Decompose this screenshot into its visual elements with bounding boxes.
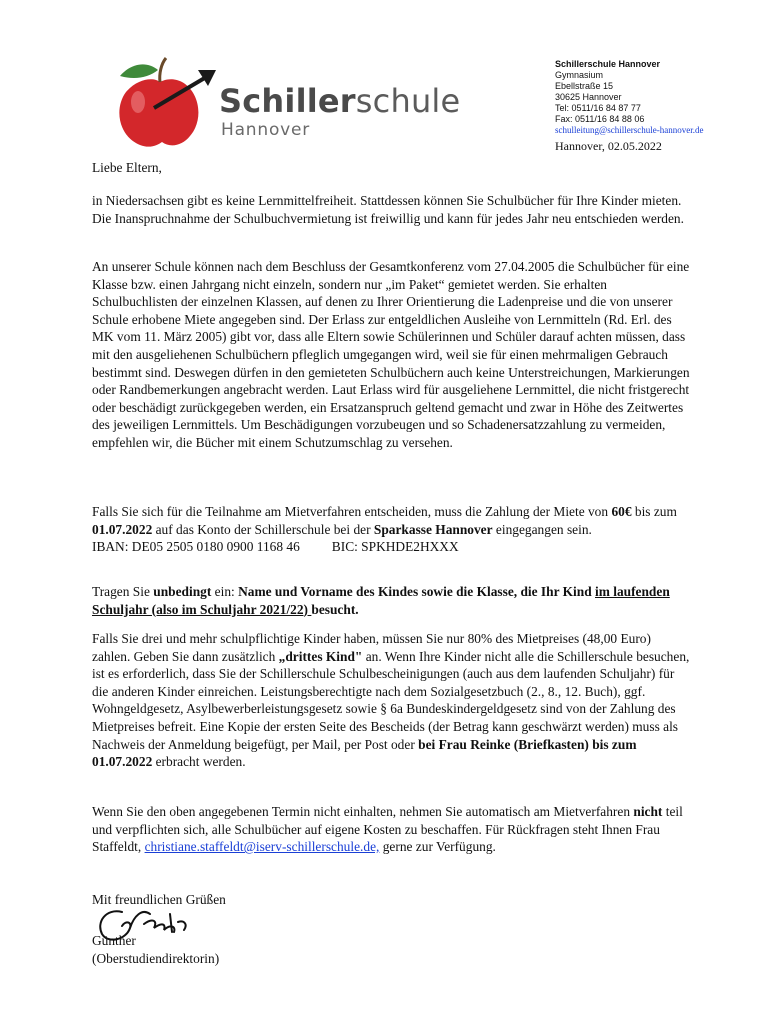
staffeldt-email-link[interactable]: christiane.staffeldt@iserv-schillerschule.de, xyxy=(144,839,380,855)
paragraph-6: Wenn Sie den oben angegebenen Termin nicht einhalten, nehmen Sie automatisch am Mietverfahren nicht teil und verpflichten sich, alle Schulbücher auf eigene Kosten zu beschaffen. Für Rückfragen steht Ihnen Frau Staffeldt, christiane.staffeldt@iserv-schillerschule.de, gerne zur Verfügung. xyxy=(92,804,683,855)
school-logo xyxy=(112,50,462,150)
paragraph-4: Tragen Sie unbedingt ein: Name und Vorname des Kindes sowie die Klasse, die Ihr Kind im laufenden Schuljahr (also im Schuljahr 2021/22) besucht. xyxy=(92,584,670,617)
paragraph-1: in Niedersachsen gibt es keine Lernmittelfreiheit. Stattdessen können Sie Schulbücher für Ihre Kinder mieten. Die Inanspruchnahme der Schulbuchvermietung ist freiwillig und kann für jedes Jahr neu entschieden werden. xyxy=(92,193,684,226)
signer-name: Günther xyxy=(92,933,136,948)
paragraph-5: Falls Sie drei und mehr schulpflichtige Kinder haben, müssen Sie nur 80% des Mietpreises (48,00 Euro) zahlen. Geben Sie dann zusätzlich „drittes Kind" an. Wenn Ihre Kinder nicht alle die Schillerschule besuchen, ist es erforderlich, dass Sie der Schillerschule Schulbescheinigungen (auch aus dem laufenden Schuljahr) für die anderen Kinder einreichen. Leistungsberechtigte nach dem Sozialgesetzbuch (2., 8., 12. Buch), ggf. Wohngeldgesetz, Asylbewerberleistungsgesetz sowie § 6a Bundeskindergeldgesetz sind von der Zahlung des Mietpreises befreit. Eine Kopie der ersten Seite des Bescheids (der Betrag kann geschwärzt werden) muss als Nachweis der Anmeldung beigefügt, per Mail, per Post oder bei Frau Reinke (Briefkasten) bis zum 01.07.2022 erbracht werden. xyxy=(92,631,690,770)
paragraph-2: An unserer Schule können nach dem Beschluss der Gesamtkonferenz vom 27.04.2005 die Schulbücher für eine Klasse bzw. einen Jahrgang nicht einzeln, sondern nur „im Paket“ gemietet werden. Sie erhalten Schulbuchlisten der einzelnen Klassen, auf denen zu Ihrer Orientierung die Ladenpreise und die von unserer Schule erhobene Miete angegeben sind. Der Erlass zur entgeldlichen Ausleihe von Lernmitteln (Rd. Erl. des MK vom 11. März 2005) gibt vor, dass alle Eltern sowie Schülerinnen und Schüler darauf achten müssen, dass mit den ausgeliehenen Schulbüchern pfleglich umgegangen wird, weil sie für einen mehrmaligen Gebrauch bestimmt sind. Deswegen dürfen in den gemieteten Schulbüchern auch keine Unterstreichungen, Markierungen oder Randbemerkungen angebracht werden. Laut Erlass wird für ausgeliehene Lernmittel, die nicht fristgerecht oder beschädigt zurückgegeben werden, ein Ersatzanspruch geltend gemacht und zwar in Höhe des Zeitwertes des jeweiligen Lernmittels. Um Beschädigungen vorzubeugen und so Schadenersatzzahlung zu vermeiden, empfehlen wir, die Bücher mit einem Schutzumschlag zu versehen. xyxy=(92,259,690,450)
logo-city: Hannover xyxy=(221,120,311,140)
fax-line: Fax: 0511/16 84 88 06 xyxy=(555,114,645,124)
address-line: Ebellstraße 15 xyxy=(555,81,614,91)
letter-date: Hannover, 02.05.2022 xyxy=(555,139,662,153)
school-email-link[interactable]: schulleitung@schillerschule-hannover.de xyxy=(555,125,704,135)
paragraph-3: Falls Sie sich für die Teilnahme am Mietverfahren entscheiden, muss die Zahlung der Miete von 60€ bis zum 01.07.2022 auf das Konto der Schillerschule bei der Sparkasse Hannover eingegangen sein. IBAN: DE05 2505 0180 0900 1168 46 BIC: SPKHDE2HXXX xyxy=(92,504,677,555)
bic: BIC: SPKHDE2HXXX xyxy=(331,539,459,555)
iban: IBAN: DE05 2505 0180 0900 1168 46 xyxy=(92,539,300,555)
address-line: Gymnasium xyxy=(555,70,604,80)
closing: Mit freundlichen Grüßen xyxy=(92,892,226,907)
address-block xyxy=(555,59,704,136)
phone-line: Tel: 0511/16 84 87 77 xyxy=(555,103,641,113)
signer-title: (Oberstudiendirektorin) xyxy=(92,951,220,966)
greeting: Liebe Eltern, xyxy=(92,160,162,175)
apple-arrow-icon xyxy=(112,50,222,150)
school-name: Schillerschule Hannover xyxy=(555,59,661,69)
logo-wordmark: Schillerschule xyxy=(219,82,461,120)
address-line: 30625 Hannover xyxy=(555,92,622,102)
